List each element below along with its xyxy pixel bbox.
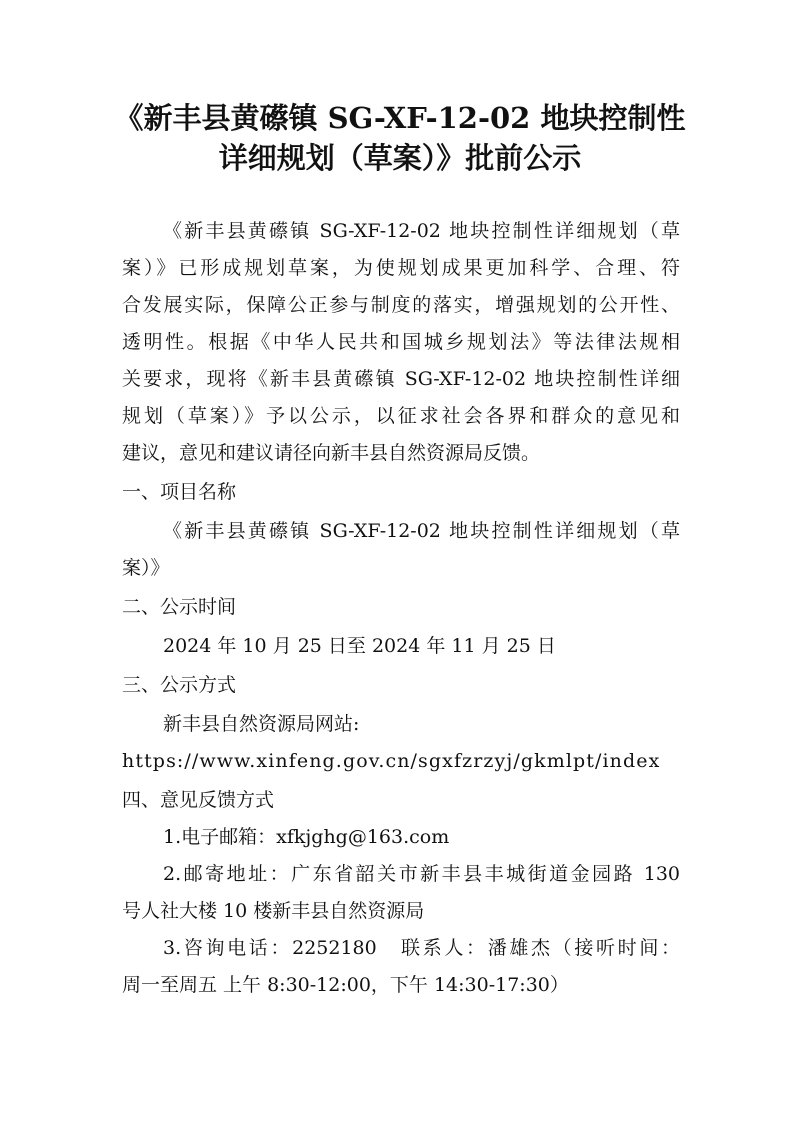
intro-line-7: 建议，意见和建议请径向新丰县自然资源局反馈。 (122, 442, 541, 464)
project-name-line-1: 《新丰县黄礤镇 SG-XF-12-02 地块控制性详细规划（草 (163, 520, 680, 542)
page-title-line-2: 详细规划（草案）》批前公示 (218, 141, 582, 175)
intro-line-2: 案）》已形成规划草案，为使规划成果更加科学、合理、符 (122, 257, 680, 279)
feedback-address-line-1: 2.邮寄地址：广东省韶关市新丰县丰城街道金园路 130 (163, 863, 680, 885)
page-title-line-1: 《新丰县黄礤镇 SG-XF-12-02 地块控制性 (114, 101, 686, 135)
section-heading-publicity-method: 三、公示方式 (122, 674, 237, 696)
section-heading-publicity-period: 二、公示时间 (122, 596, 237, 618)
publicity-website-label: 新丰县自然资源局网站: (163, 713, 360, 735)
feedback-email: 1.电子邮箱：xfkjghg@163.com (163, 826, 450, 848)
section-heading-feedback: 四、意见反馈方式 (122, 789, 275, 811)
publicity-website-url: https://www.xinfeng.gov.cn/sgxfzrzyj/gkmlpt/index (122, 750, 661, 772)
intro-line-4: 透明性。根据《中华人民共和国城乡规划法》等法律法规相 (122, 331, 680, 353)
intro-line-5: 关要求，现将《新丰县黄礤镇 SG-XF-12-02 地块控制性详细 (122, 368, 680, 390)
section-heading-project-name: 一、项目名称 (122, 481, 237, 503)
intro-line-3: 合发展实际，保障公正参与制度的落实，增强规划的公开性、 (122, 294, 680, 316)
project-name-line-2: 案）》 (122, 557, 170, 579)
feedback-phone-line-1: 3.咨询电话：2252180 联系人：潘雄杰（接听时间： (163, 937, 680, 959)
feedback-phone-line-2: 周一至周五 上午 8:30-12:00，下午 14:30-17:30） (122, 974, 569, 996)
feedback-address-line-2: 号人社大楼 10 楼新丰县自然资源局 (122, 900, 425, 922)
publicity-period-dates: 2024 年 10 月 25 日至 2024 年 11 月 25 日 (163, 635, 556, 657)
intro-line-6: 规划（草案）》予以公示，以征求社会各界和群众的意见和 (122, 405, 680, 427)
intro-line-1: 《新丰县黄礤镇 SG-XF-12-02 地块控制性详细规划（草 (163, 220, 680, 242)
